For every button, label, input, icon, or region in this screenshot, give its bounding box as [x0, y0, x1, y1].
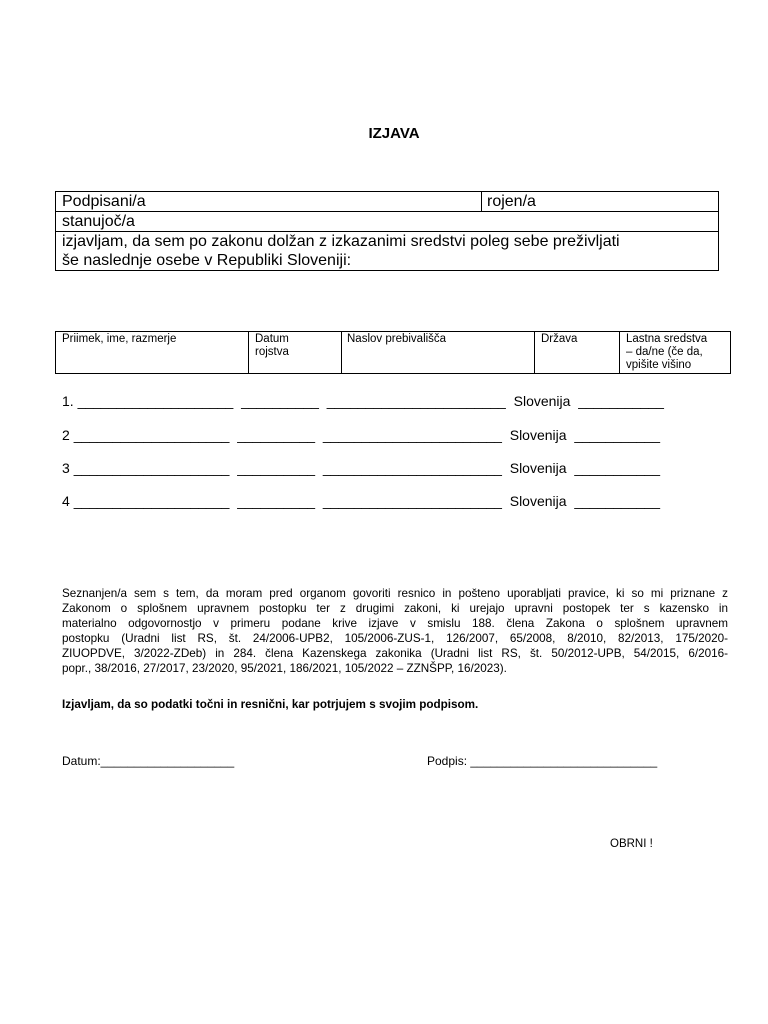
name-blank[interactable]: ____________________: [77, 393, 234, 409]
country-text: Slovenija: [509, 460, 567, 476]
legal-notice-paragraph: [62, 586, 728, 676]
row-number: 4: [62, 493, 70, 509]
paragraph-line: popr., 38/2016, 27/2017, 23/2020, 95/2021, 186/2021, 105/2022 – ZZNŠPP, 16/2023).: [62, 662, 507, 675]
dependent-row-2: [62, 427, 660, 443]
paragraph-line: materialno odgovornostjo v primeru podane krive izjave v smislu 188. člena Zakona o splošnem upravnem: [62, 617, 728, 630]
date-blank[interactable]: __________: [237, 427, 316, 443]
stanujoc-label: stanujoč/a: [62, 213, 135, 230]
document-title: IZJAVA: [368, 125, 420, 142]
col-divider: [619, 332, 620, 373]
header-own-means: [626, 333, 707, 372]
header-own-means-line-1: Lastna sredstva: [626, 333, 708, 345]
address-blank[interactable]: _______________________: [322, 427, 502, 443]
header-birthdate: [255, 333, 289, 359]
means-blank[interactable]: ___________: [578, 393, 664, 409]
country-text: Slovenija: [513, 393, 571, 409]
header-country: Država: [541, 333, 578, 345]
declaration-line-1: izjavljam, da sem po zakonu dolžan z izkazanimi sredstvi poleg sebe preživljati: [62, 233, 620, 250]
header-own-means-line-3: vpišite višino: [626, 359, 692, 371]
address-blank[interactable]: _______________________: [326, 393, 506, 409]
name-blank[interactable]: ____________________: [73, 427, 230, 443]
turn-over-note: OBRNI !: [610, 838, 653, 850]
signature-field[interactable]: Podpis: ____________________________: [427, 754, 658, 768]
address-blank[interactable]: _______________________: [322, 460, 502, 476]
means-blank[interactable]: ___________: [574, 460, 660, 476]
name-blank[interactable]: ____________________: [73, 493, 230, 509]
box-divider: [481, 192, 482, 212]
paragraph-line: postopku (Uradni list RS, št. 24/2006-UPB2, 105/2006-ZUS-1, 126/2007, 65/2008, 8/2010, 82/2013, 175/2020-: [62, 632, 728, 645]
declaration-line-2: še naslednje osebe v Republiki Sloveniji:: [62, 252, 352, 269]
country-text: Slovenija: [509, 427, 567, 443]
confirmation-statement: Izjavljam, da so podatki točni in resnični, kar potrjujem s svojim podpisom.: [62, 698, 479, 711]
header-own-means-line-2: – da/ne (če da,: [626, 346, 703, 358]
row-number: 2: [62, 427, 70, 443]
row-number: 3: [62, 460, 70, 476]
header-name: Priimek, ime, razmerje: [62, 333, 177, 345]
paragraph-line: Zakonom o splošnem upravnem postopku ter z drugimi zakoni, ki urejajo upravni postopek ter s kazensko in: [62, 602, 728, 615]
date-field[interactable]: Datum:____________________: [62, 754, 235, 768]
date-blank[interactable]: __________: [241, 393, 319, 409]
row-number: 1.: [62, 393, 74, 409]
header-birthdate-line-2: rojstva: [255, 346, 289, 358]
podpisani-label: Podpisani/a: [62, 193, 146, 210]
name-blank[interactable]: ____________________: [73, 460, 230, 476]
dependent-row-4: [62, 493, 660, 509]
date-blank[interactable]: __________: [237, 460, 316, 476]
col-divider: [341, 332, 342, 373]
date-blank[interactable]: __________: [237, 493, 316, 509]
country-text: Slovenija: [509, 493, 567, 509]
dependent-row-1: [62, 393, 664, 409]
rojen-label: rojen/a: [487, 193, 536, 210]
box-rule: [56, 211, 718, 212]
dependent-row-3: [62, 460, 660, 476]
means-blank[interactable]: ___________: [574, 493, 660, 509]
means-blank[interactable]: ___________: [574, 427, 660, 443]
paragraph-line: Seznanjen/a sem s tem, da moram pred organom govoriti resnico in pošteno uporabljati pravice, ki so mi priznane z: [62, 587, 728, 600]
declarant-info-box: [55, 191, 719, 271]
col-divider: [248, 332, 249, 373]
col-divider: [534, 332, 535, 373]
header-birthdate-line-1: Datum: [255, 333, 289, 345]
header-address: Naslov prebivališča: [347, 333, 447, 345]
dependents-table-header: [55, 331, 731, 374]
address-blank[interactable]: _______________________: [322, 493, 502, 509]
paragraph-line: ZIUOPDVE, 3/2022-ZDeb) in 284. člena Kazenskega zakonika (Uradni list RS, št. 50/2012-UPB, 54/2015, 6/2016-: [62, 647, 728, 660]
